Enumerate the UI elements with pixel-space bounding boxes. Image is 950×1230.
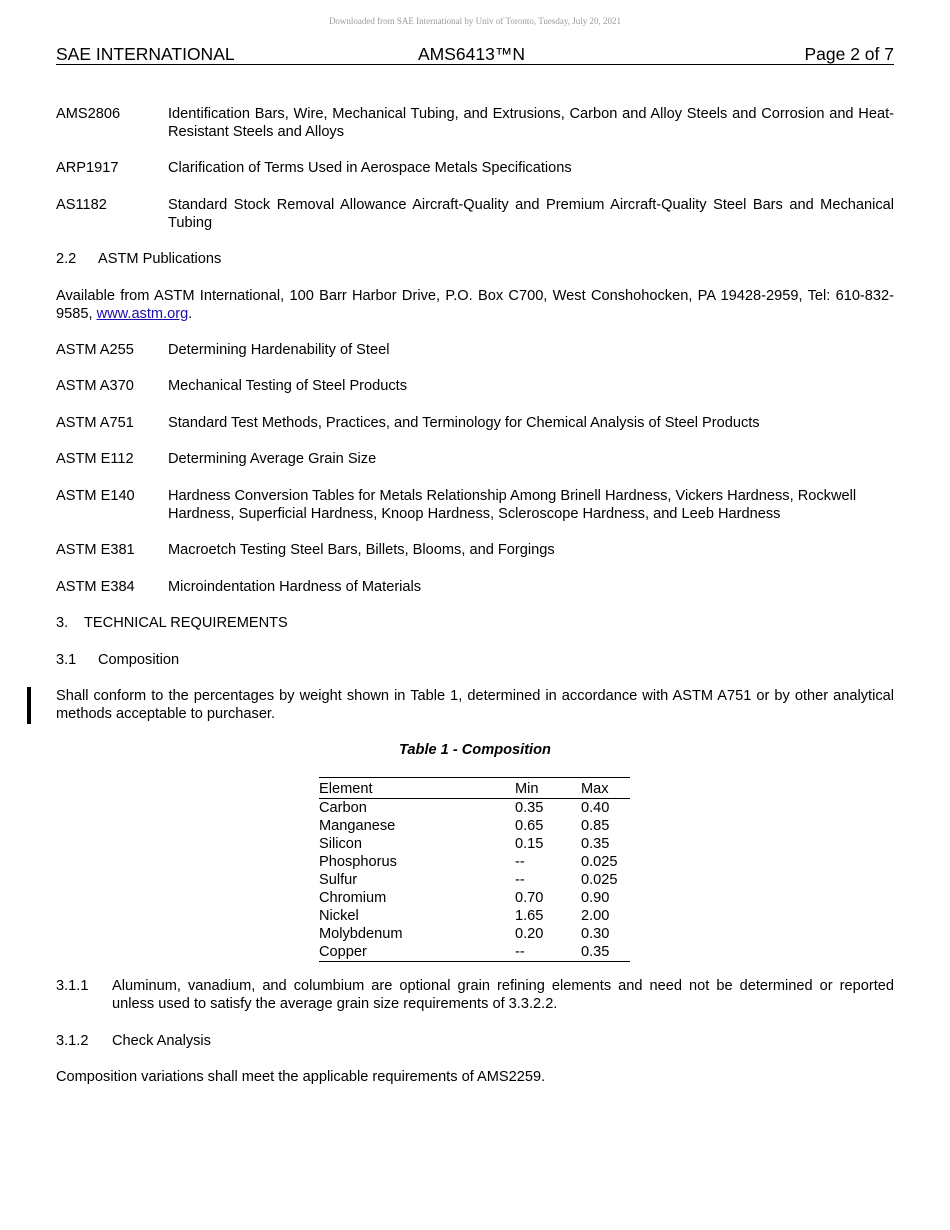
reference-code: ASTM A751 xyxy=(56,415,134,431)
table-cell: 0.30 xyxy=(581,926,610,942)
table-cell: Nickel xyxy=(319,908,359,924)
column-header: Max xyxy=(581,778,630,799)
reference-title: Identification Bars, Wire, Mechanical Tubing, and Extrusions, Carbon and Alloy Steels and Corrosion and Heat-Resistant Steels and Alloys xyxy=(168,106,894,140)
table-cell: 0.025 xyxy=(581,854,618,870)
table-cell: -- xyxy=(515,944,525,960)
composition-table xyxy=(319,777,630,962)
table-cell: 0.90 xyxy=(581,890,610,906)
table-row xyxy=(319,943,630,962)
availability-period: . xyxy=(188,306,193,322)
table-cell: Sulfur xyxy=(319,872,358,888)
header-page-number: Page 2 of 7 xyxy=(804,44,894,64)
header-doc-number: AMS6413™N xyxy=(418,44,525,64)
section-number: 2.2 xyxy=(56,251,77,267)
section-heading-3 xyxy=(56,614,894,632)
table-row xyxy=(319,907,630,925)
reference-code: ASTM E384 xyxy=(56,579,135,595)
table-cell: Copper xyxy=(319,944,367,960)
section-heading-3-1-2 xyxy=(56,1032,894,1050)
reference-code: ASTM E140 xyxy=(56,488,135,504)
reference-code: ASTM A370 xyxy=(56,378,134,394)
download-watermark: Downloaded from SAE International by Univ of Toronto, Tuesday, July 20, 2021 xyxy=(328,16,622,26)
table-cell: -- xyxy=(515,854,525,870)
reference-code: ASTM E381 xyxy=(56,542,135,558)
page-header xyxy=(56,44,894,65)
section-number: 3.1.2 xyxy=(56,1033,89,1049)
reference-entry xyxy=(56,487,894,523)
section-title: ASTM Publications xyxy=(98,251,222,267)
table-row xyxy=(319,925,630,943)
reference-entry xyxy=(56,341,894,359)
header-org: SAE INTERNATIONAL xyxy=(56,44,235,64)
table-cell: 0.35 xyxy=(515,800,544,816)
table-row xyxy=(319,817,630,835)
reference-title: Microindentation Hardness of Materials xyxy=(168,579,422,595)
table-cell: Silicon xyxy=(319,836,362,852)
section-heading-3-1 xyxy=(56,651,894,669)
table-title: Table 1 - Composition xyxy=(399,742,551,758)
astm-availability-paragraph xyxy=(56,287,894,323)
reference-title: Hardness Conversion Tables for Metals Relationship Among Brinell Hardness, Vickers Hardness, Rockwell Hardness, Superficial Hardness, Knoop Hardness, Scleroscope Hardness, and Leeb Hardness xyxy=(168,488,857,522)
table-cell: Chromium xyxy=(319,890,387,906)
table-cell: 0.70 xyxy=(515,890,544,906)
table-row xyxy=(319,799,630,818)
table-cell: 0.40 xyxy=(581,800,610,816)
reference-entry xyxy=(56,541,894,559)
astm-website-link[interactable]: www.astm.org xyxy=(96,306,189,322)
table-cell: 2.00 xyxy=(581,908,610,924)
reference-title: Determining Hardenability of Steel xyxy=(168,342,390,358)
table-cell: 0.35 xyxy=(581,836,610,852)
section-number: 3.1 xyxy=(56,652,77,668)
section-title: Composition xyxy=(98,652,180,668)
table-cell: -- xyxy=(515,872,525,888)
reference-title: Macroetch Testing Steel Bars, Billets, Blooms, and Forgings xyxy=(168,542,555,558)
table-cell: Phosphorus xyxy=(319,854,397,870)
section-title: TECHNICAL REQUIREMENTS xyxy=(84,615,288,631)
reference-entry xyxy=(56,196,894,232)
table-row xyxy=(319,835,630,853)
reference-title: Determining Average Grain Size xyxy=(168,451,377,467)
table-row xyxy=(319,889,630,907)
column-header: Element xyxy=(319,778,515,799)
table-cell: 0.025 xyxy=(581,872,618,888)
table-cell: Molybdenum xyxy=(319,926,403,942)
reference-title: Clarification of Terms Used in Aerospace Metals Specifications xyxy=(168,160,572,176)
reference-title: Mechanical Testing of Steel Products xyxy=(168,378,408,394)
column-header: Min xyxy=(515,778,581,799)
reference-code: AS1182 xyxy=(56,197,107,213)
table-row xyxy=(319,853,630,871)
table-header-row xyxy=(319,778,630,799)
table-cell: 0.15 xyxy=(515,836,544,852)
table-cell: Carbon xyxy=(319,800,367,816)
section-number: 3. xyxy=(56,615,69,631)
reference-code: ARP1917 xyxy=(56,160,119,176)
reference-entry xyxy=(56,159,894,177)
revision-change-bar xyxy=(27,687,31,724)
reference-code: AMS2806 xyxy=(56,106,121,122)
reference-entry xyxy=(56,414,894,432)
table-row xyxy=(319,871,630,889)
table-cell: 0.35 xyxy=(581,944,610,960)
reference-entry xyxy=(56,377,894,395)
reference-entry xyxy=(56,578,894,596)
reference-code: ASTM A255 xyxy=(56,342,134,358)
section-heading-2-2 xyxy=(56,250,894,268)
reference-entry xyxy=(56,450,894,468)
section-title: Check Analysis xyxy=(112,1033,211,1049)
table-cell: 0.20 xyxy=(515,926,544,942)
check-analysis-paragraph: Composition variations shall meet the applicable requirements of AMS2259. xyxy=(56,1069,546,1085)
table-cell: 0.85 xyxy=(581,818,610,834)
table-cell: Manganese xyxy=(319,818,396,834)
reference-title: Standard Stock Removal Allowance Aircraft-Quality and Premium Aircraft-Quality Steel Bars and Mechanical Tubing xyxy=(168,197,894,231)
section-body: Aluminum, vanadium, and columbium are optional grain refining elements and need not be determined or reported unless used to satisfy the average grain size requirements of 3.3.2.2. xyxy=(112,978,894,1012)
reference-code: ASTM E112 xyxy=(56,451,134,467)
reference-entry xyxy=(56,105,894,141)
section-number: 3.1.1 xyxy=(56,978,89,994)
composition-paragraph: Shall conform to the percentages by weight shown in Table 1, determined in accordance with ASTM A751 or by other analytical methods acceptable to purchaser. xyxy=(56,688,894,722)
reference-title: Standard Test Methods, Practices, and Terminology for Chemical Analysis of Steel Products xyxy=(168,415,760,431)
table-cell: 1.65 xyxy=(515,908,544,924)
section-3-1-1 xyxy=(56,977,894,1013)
availability-text: Available from ASTM International, 100 Barr Harbor Drive, P.O. Box C700, West Conshohocken, PA 19428-2959, Tel: 610-832-9585, xyxy=(56,288,894,322)
table-cell: 0.65 xyxy=(515,818,544,834)
